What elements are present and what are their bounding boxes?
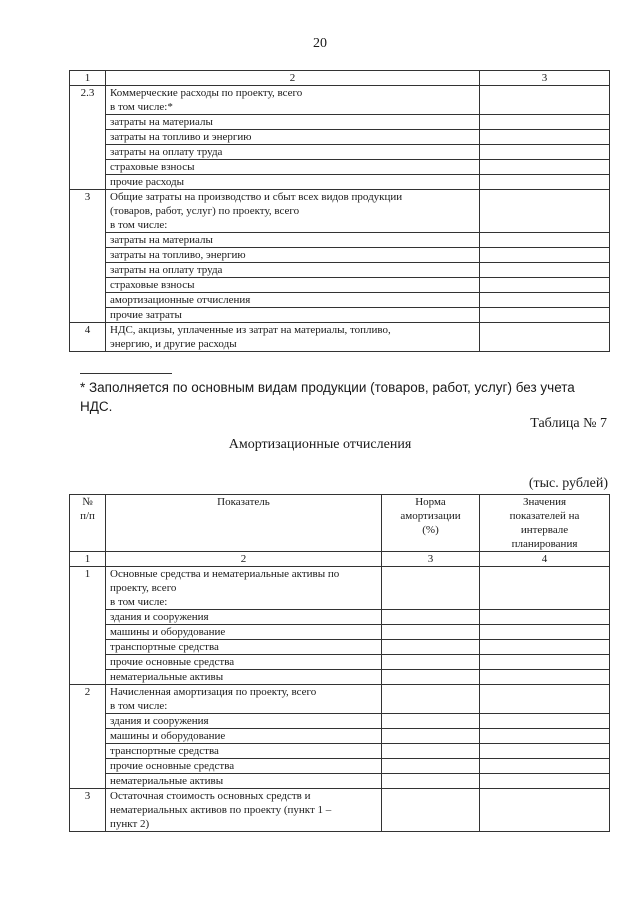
table-row [70,278,610,293]
table-row [70,610,610,625]
value-cell [480,130,610,145]
rate-cell [382,759,480,774]
value-cell [480,175,610,190]
row-label: НДС, акцизы, уплаченные из затрат на материалы, топливо, энергию, и другие расходы [106,323,480,352]
value-cell [480,145,610,160]
table-row [70,789,610,832]
rate-cell [382,567,480,610]
table-row [70,670,610,685]
value-cell [480,789,610,832]
row-number: 2.3 [70,86,106,190]
depreciation-table [69,494,610,832]
row-number: 3 [70,190,106,323]
column-number-2: 2 [106,552,382,567]
table-row [70,567,610,610]
table-row [70,115,610,130]
column-number-3: 3 [382,552,480,567]
value-cell [480,323,610,352]
table-row [70,190,610,233]
row-label: затраты на топливо и энергию [106,130,480,145]
table-row [70,248,610,263]
page-number: 20 [313,36,327,51]
table-row [70,160,610,175]
value-cell [480,685,610,714]
rate-cell [382,729,480,744]
table-row [70,640,610,655]
table-row [70,685,610,714]
table-row [70,323,610,352]
row-label: Коммерческие расходы по проекту, всего в том числе:* [106,86,480,115]
table-row [70,293,610,308]
column-number-1: 1 [70,552,106,567]
table-row [70,86,610,115]
row-label: прочие затраты [106,308,480,323]
row-label: прочие основные средства [106,655,382,670]
rate-cell [382,625,480,640]
rate-cell [382,714,480,729]
rate-cell [382,655,480,670]
row-label: затраты на оплату труда [106,145,480,160]
value-cell [480,567,610,610]
rate-cell [382,685,480,714]
value-cell [480,759,610,774]
table-row [70,655,610,670]
value-cell [480,655,610,670]
row-label: прочие расходы [106,175,480,190]
table-row [70,130,610,145]
row-label: затраты на оплату труда [106,263,480,278]
row-label: здания и сооружения [106,610,382,625]
table-label: Таблица № 7 [530,416,607,431]
row-label: Начисленная амортизация по проекту, всего в том числе: [106,685,382,714]
column-number-3: 3 [480,71,610,86]
table-row [70,263,610,278]
table-row [70,233,610,248]
table-row [70,744,610,759]
value-cell [480,248,610,263]
column-number-1: 1 [70,71,106,86]
value-cell [480,233,610,248]
column-number-2: 2 [106,71,480,86]
rate-cell [382,774,480,789]
table-row [70,308,610,323]
column-numbers-row [70,552,610,567]
table-row [70,175,610,190]
units-label: (тыс. рублей) [528,476,608,491]
row-label: затраты на материалы [106,233,480,248]
row-label: Остаточная стоимость основных средств и нематериальных активов по проекту (пункт 1 – пункт 2) [106,789,382,832]
row-label: транспортные средства [106,744,382,759]
value-cell [480,160,610,175]
row-label: нематериальные активы [106,774,382,789]
row-label: транспортные средства [106,640,382,655]
footnote-divider [80,373,172,374]
value-cell [480,293,610,308]
rate-cell [382,670,480,685]
value-cell [480,610,610,625]
value-cell [480,263,610,278]
footnote: * Заполняется по основным видам продукции (товаров, работ, услуг) без учета НДС. [80,380,575,414]
table-row [70,145,610,160]
rate-cell [382,640,480,655]
table-title: Амортизационные отчисления [228,437,412,452]
row-number: 2 [70,685,106,789]
table-row [70,714,610,729]
value-cell [480,744,610,759]
row-label: амортизационные отчисления [106,293,480,308]
table-header-row [70,495,610,552]
row-label: здания и сооружения [106,714,382,729]
row-number: 1 [70,567,106,685]
table-row [70,729,610,744]
value-cell [480,308,610,323]
rate-cell [382,610,480,625]
table-row [70,625,610,640]
row-label: машины и оборудование [106,625,382,640]
header-values: Значения показателей на интервале планирования [480,495,610,552]
row-label: нематериальные активы [106,670,382,685]
value-cell [480,774,610,789]
value-cell [480,278,610,293]
header-number: № п/п [70,495,106,552]
value-cell [480,714,610,729]
row-label: Общие затраты на производство и сбыт всех видов продукции (товаров, работ, услуг) по проекту, всего в том числе: [106,190,480,233]
row-label: страховые взносы [106,278,480,293]
rate-cell [382,744,480,759]
row-label: страховые взносы [106,160,480,175]
value-cell [480,190,610,233]
rate-cell [382,789,480,832]
row-label: затраты на топливо, энергию [106,248,480,263]
header-rate: Норма амортизации (%) [382,495,480,552]
value-cell [480,729,610,744]
value-cell [480,86,610,115]
table-header-row [70,71,610,86]
column-number-4: 4 [480,552,610,567]
value-cell [480,640,610,655]
row-number: 4 [70,323,106,352]
value-cell [480,115,610,130]
header-indicator: Показатель [106,495,382,552]
value-cell [480,625,610,640]
row-label: машины и оборудование [106,729,382,744]
row-label: прочие основные средства [106,759,382,774]
row-label: Основные средства и нематериальные активы по проекту, всего в том числе: [106,567,382,610]
costs-table [69,70,610,352]
table-row [70,759,610,774]
row-number: 3 [70,789,106,832]
value-cell [480,670,610,685]
row-label: затраты на материалы [106,115,480,130]
table-row [70,774,610,789]
